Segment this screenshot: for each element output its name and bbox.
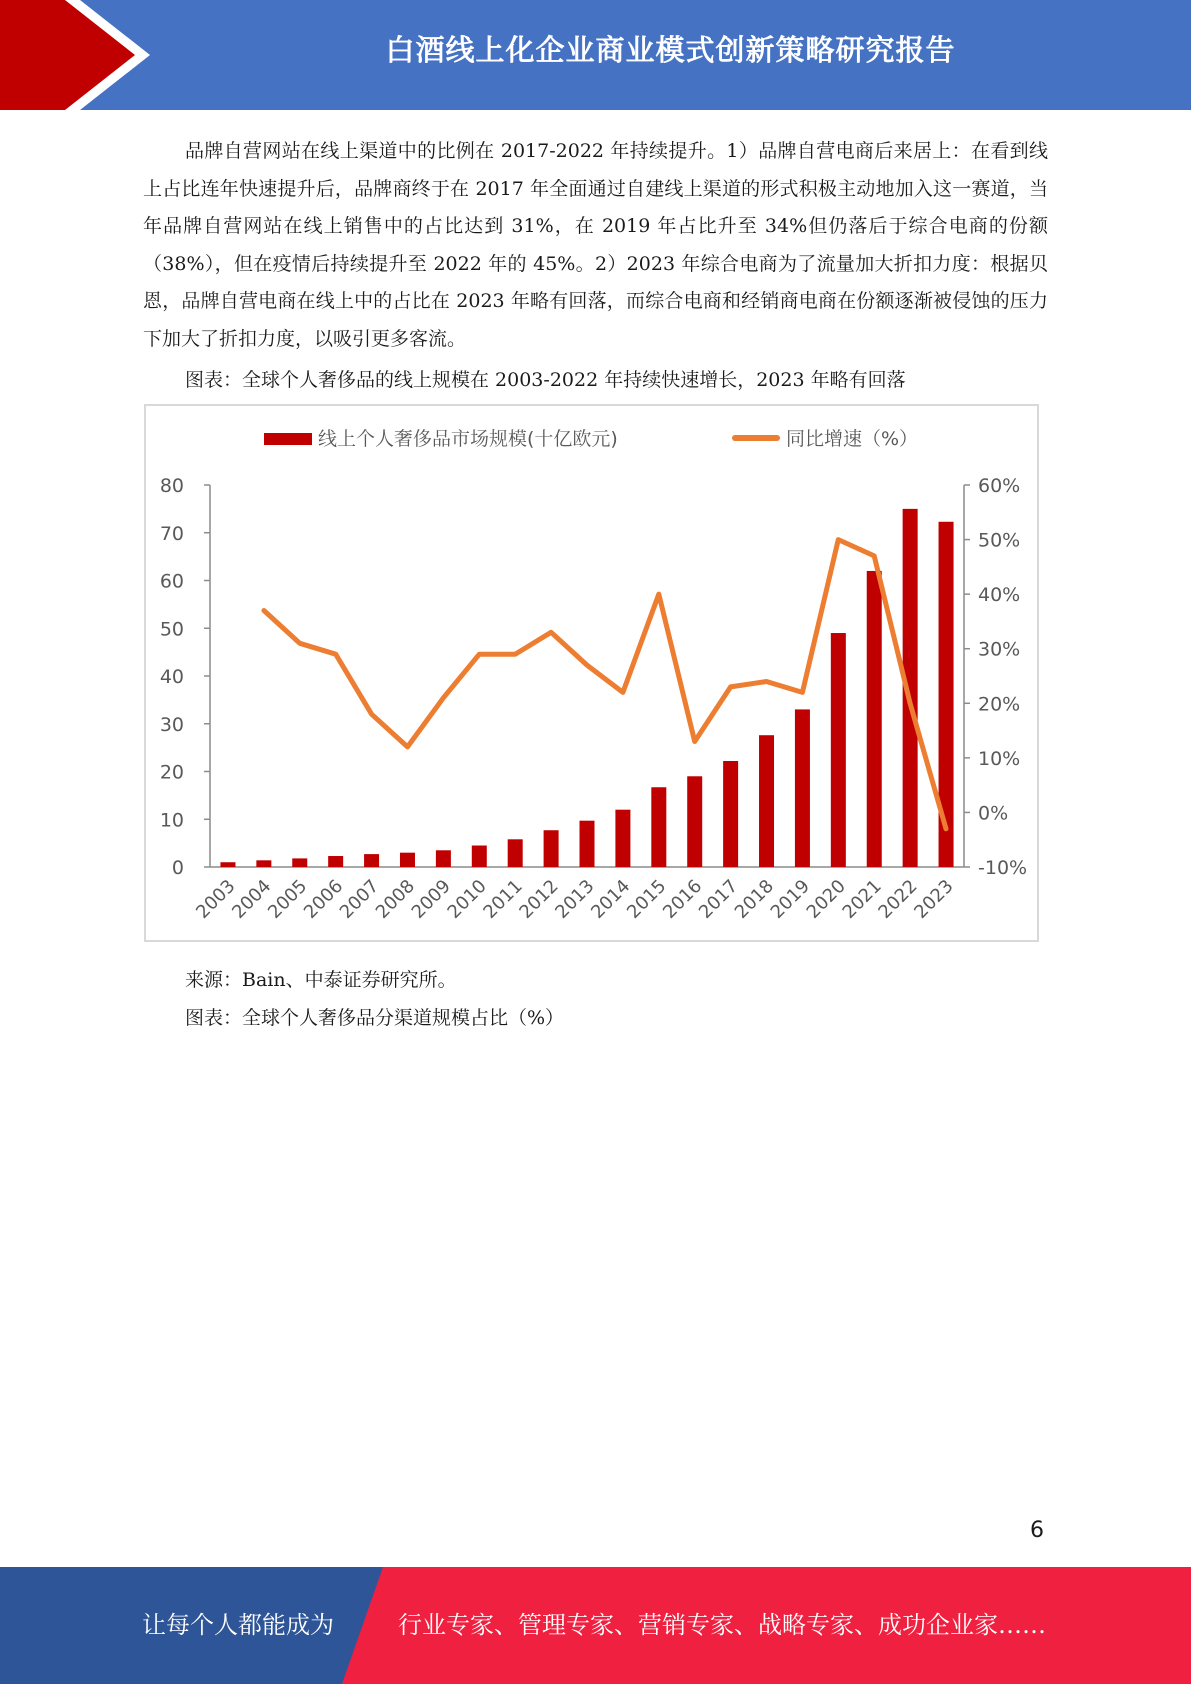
bar-2015 (651, 787, 666, 867)
x-tick-label: 2003 (192, 875, 240, 923)
x-tick-label: 2011 (479, 875, 527, 923)
figure2-caption: 图表：全球个人奢侈品分渠道规模占比（%） (185, 1007, 565, 1029)
bar-2018 (759, 735, 774, 867)
x-tick-label: 2013 (551, 875, 599, 923)
footer-slogan-left: 让每个人都能成为 (142, 1611, 334, 1639)
x-tick-label: 2008 (371, 875, 420, 923)
bar-2014 (615, 810, 630, 867)
right-axis-tick-label: 50% (978, 529, 1021, 552)
right-axis-tick-label: 20% (978, 693, 1021, 716)
source-note: 来源：Bain、中泰证券研究所。 (185, 969, 457, 991)
right-axis-tick-label: 10% (978, 747, 1021, 770)
x-tick-label: 2014 (587, 875, 635, 923)
body-text (143, 133, 1048, 359)
chart-x-labels (192, 876, 957, 923)
x-tick-label: 2010 (443, 875, 491, 923)
legend-line-swatch (732, 435, 780, 441)
left-axis-tick-label: 80 (159, 475, 184, 497)
x-tick-label: 2022 (874, 875, 922, 923)
x-tick-label: 2009 (407, 875, 455, 923)
x-tick-label: 2005 (264, 875, 312, 923)
bar-2008 (400, 853, 415, 867)
left-axis-tick-label: 60 (159, 570, 184, 593)
right-axis-tick-label: 30% (978, 638, 1021, 661)
bar-2016 (687, 776, 702, 867)
chart-bars (220, 509, 953, 867)
x-tick-label: 2016 (659, 875, 707, 923)
bar-2003 (220, 862, 235, 867)
bar-2017 (723, 761, 738, 867)
right-axis-tick-label: 40% (978, 584, 1021, 607)
left-axis-tick-label: 30 (159, 713, 184, 736)
bar-2019 (795, 709, 810, 867)
figure-caption: 图表：全球个人奢侈品的线上规模在 2003-2022 年持续快速增长，2023 年略有回落 (185, 369, 906, 391)
right-axis-tick-label: -10% (978, 857, 1028, 879)
x-tick-label: 2023 (910, 875, 958, 923)
bar-2007 (364, 854, 379, 867)
x-tick-label: 2006 (299, 875, 348, 923)
left-axis-tick-label: 70 (159, 522, 184, 545)
left-axis-tick-label: 50 (159, 618, 184, 641)
bar-2020 (831, 633, 846, 867)
right-axis-tick-label: 60% (978, 475, 1021, 497)
right-axis-tick-label: 0% (978, 802, 1009, 825)
bar-2012 (544, 830, 559, 867)
chart-legend (264, 428, 918, 450)
x-tick-label: 2021 (838, 875, 886, 923)
bar-2013 (580, 821, 595, 867)
bar-2004 (256, 860, 271, 867)
footer-slogan-right: 行业专家、管理专家、营销专家、战略专家、成功企业家…… (398, 1611, 1046, 1639)
left-axis-tick-label: 40 (159, 666, 184, 688)
page-footer (0, 1567, 1191, 1684)
x-tick-label: 2017 (694, 875, 743, 923)
body-paragraph: 品牌自营网站在线上渠道中的比例在 2017-2022 年持续提升。1）品牌自营电商后来居上：在看到线上占比连年快速提升后，品牌商终于在 2017 年全面通过自建线上渠道的形式积极主动地加入这一赛道，当年品牌自营网站在线上销售中的占比达到 31%，在 2019 年占比升至 34%但仍落后于综合电商的份额（38%），但在疫情后持续提升至 2022 年的 45%。2）2023 年综合电商为了流量加大折扣力度：根据贝恩，品牌自营电商在线上中的占比在 2023 年略有回落，而综合电商和经销商电商在份额逐渐被侵蚀的压力下加大了折扣力度，以吸引更多客流。 (143, 140, 1048, 350)
bar-2005 (292, 858, 307, 867)
bar-2021 (867, 571, 882, 867)
legend-line-label: 同比增速（%） (786, 428, 919, 450)
left-axis-tick-label: 10 (159, 809, 184, 832)
report-title: 白酒线上化企业商业模式创新策略研究报告 (385, 33, 956, 67)
x-tick-label: 2020 (802, 875, 850, 923)
left-axis-tick-label: 20 (159, 761, 184, 784)
left-axis-tick-label: 0 (171, 857, 184, 879)
chart-axes (160, 475, 1027, 879)
bar-2010 (472, 846, 487, 867)
bar-2006 (328, 856, 343, 867)
x-tick-label: 2018 (730, 875, 779, 923)
luxury-online-chart (146, 406, 1037, 940)
x-tick-label: 2012 (515, 875, 563, 923)
bar-2009 (436, 850, 451, 867)
legend-bar-swatch (264, 433, 312, 445)
x-tick-label: 2019 (766, 875, 814, 923)
x-tick-label: 2015 (623, 875, 671, 923)
x-tick-label: 2004 (228, 875, 276, 923)
chart-frame (144, 404, 1039, 942)
x-tick-label: 2007 (335, 875, 384, 923)
legend-bar-label: 线上个人奢侈品市场规模(十亿欧元) (318, 428, 618, 450)
page-header (0, 0, 1191, 110)
bar-2011 (508, 839, 523, 867)
page-number: 6 (1030, 1518, 1044, 1543)
